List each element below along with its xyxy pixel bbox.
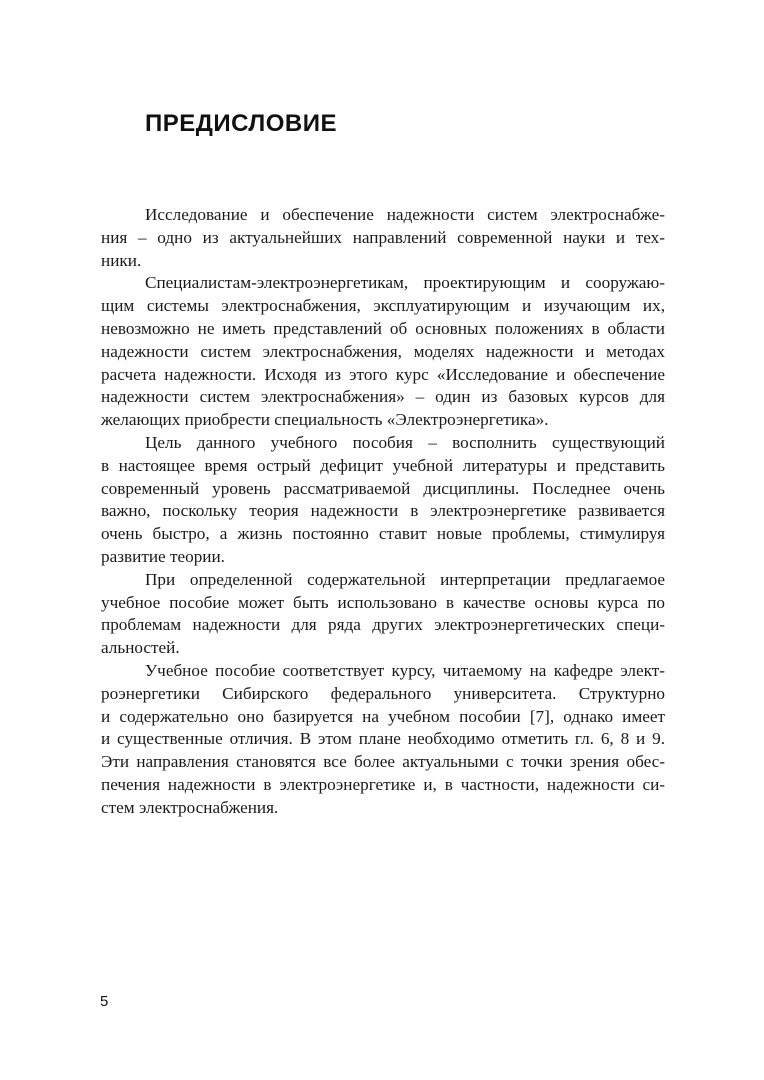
text-line: в настоящее время острый дефицит учебной литературы и представить bbox=[101, 455, 665, 475]
paragraph-2 bbox=[101, 272, 665, 432]
preface-body bbox=[101, 204, 665, 820]
text-line: При определенной содержательной интерпретации предлагаемое bbox=[145, 569, 665, 589]
text-line: важно, поскольку теория надежности в электроэнергетике развивается bbox=[101, 501, 665, 521]
paragraph-1 bbox=[101, 204, 665, 272]
text-line: надежности систем электроснабжения» – один из базовых курсов для bbox=[101, 387, 665, 407]
text-line: альностей. bbox=[101, 638, 180, 658]
text-line: развитие теории. bbox=[101, 546, 225, 566]
text-line: расчета надежности. Исходя из этого курс «Исследование и обеспечение bbox=[101, 364, 665, 384]
text-line: щим системы электроснабжения, эксплуатирующим и изучающим их, bbox=[101, 296, 665, 316]
text-line: печения надежности в электроэнергетике и, в частности, надежности си- bbox=[101, 774, 665, 794]
text-line: очень быстро, а жизнь постоянно ставит новые проблемы, стимулируя bbox=[101, 524, 665, 544]
text-line: Исследование и обеспечение надежности систем электроснабже- bbox=[145, 205, 665, 224]
text-line: Учебное пособие соответствует курсу, читаемому на кафедре элект- bbox=[145, 660, 665, 680]
text-line: Эти направления становятся все более актуальными с точки зрения обес- bbox=[101, 752, 665, 772]
paragraph-5 bbox=[101, 660, 665, 820]
text-line: современный уровень рассматриваемой дисциплины. Последнее очень bbox=[101, 478, 665, 498]
paragraph-3 bbox=[101, 432, 665, 569]
text-line: желающих приобрести специальность «Электроэнергетика». bbox=[101, 410, 549, 430]
page-number: 5 bbox=[100, 993, 109, 1010]
text-line: надежности систем электроснабжения, моделях надежности и методах bbox=[101, 341, 665, 361]
text-line: ники. bbox=[101, 250, 142, 270]
text-line: учебное пособие может быть использовано в качестве основы курса по bbox=[101, 592, 665, 612]
text-line: невозможно не иметь представлений об основных положениях в области bbox=[101, 318, 665, 338]
text-line: стем электроснабжения. bbox=[101, 797, 279, 817]
page-title: ПРЕДИСЛОВИЕ bbox=[145, 110, 337, 137]
text-line: Цель данного учебного пособия – восполнить существующий bbox=[145, 432, 665, 452]
paragraph-4 bbox=[101, 569, 665, 660]
text-line: роэнергетики Сибирского федерального университета. Структурно bbox=[101, 683, 665, 703]
text-line: и существенные отличия. В этом плане необходимо отметить гл. 6, 8 и 9. bbox=[101, 729, 665, 749]
text-line: ния – одно из актуальнейших направлений современной науки и тех- bbox=[101, 227, 665, 247]
text-line: Специалистам-электроэнергетикам, проектирующим и сооружаю- bbox=[145, 273, 665, 293]
text-line: проблемам надежности для ряда других электроэнергетических специ- bbox=[101, 615, 665, 635]
text-line: и содержательно оно базируется на учебном пособии [7], однако имеет bbox=[101, 706, 665, 726]
